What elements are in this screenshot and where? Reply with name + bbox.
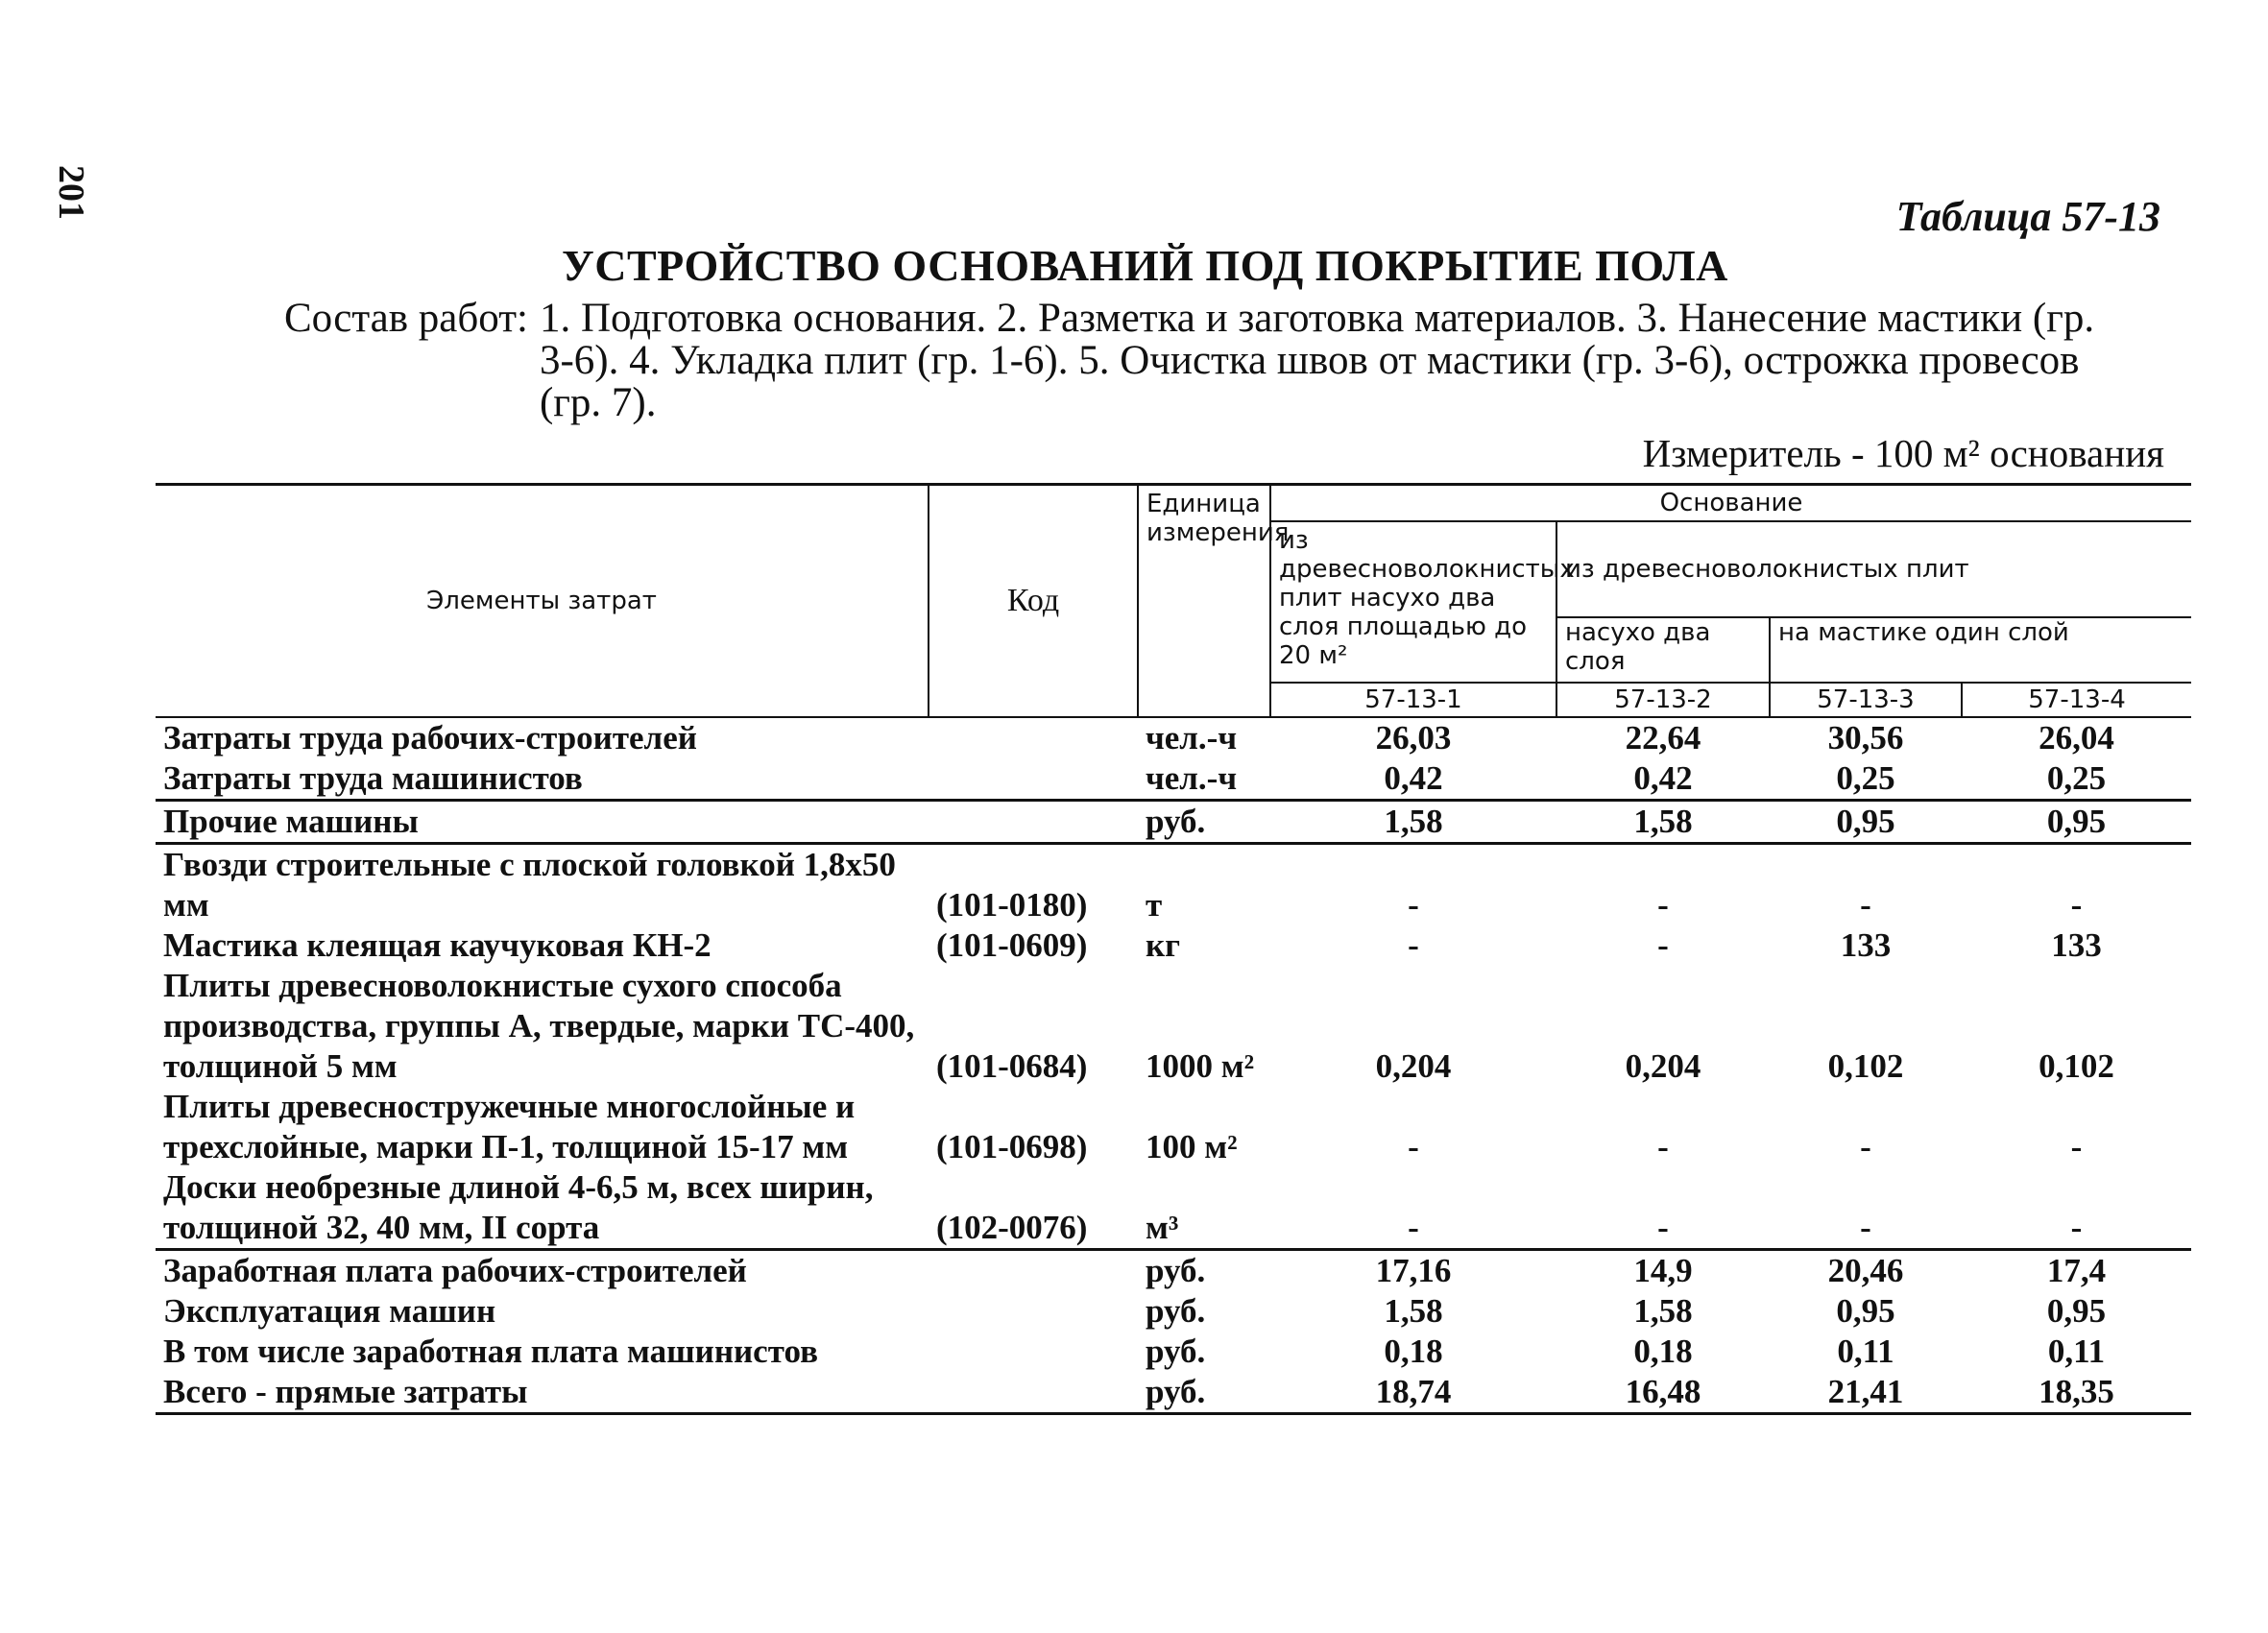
row-value: 0,102 [1827,1046,1904,1085]
table-row [156,1249,2191,1291]
row-value: 0,204 [1625,1046,1701,1085]
row-value: 0,25 [2046,758,2107,797]
row-value: 30,56 [1827,718,1904,756]
header-code-57-13-3: 57-13-3 [1770,683,1962,717]
table-row [156,925,2191,966]
row-value: 21,41 [1770,1372,1962,1414]
row-unit: руб. [1146,1291,1206,1330]
row-value: 1,58 [1556,800,1770,843]
row-name: Гвозди строительные с плоской головкой 1,8х50 мм [156,843,929,925]
row-name: Эксплуатация машин [163,1291,496,1330]
work-composition [284,298,2166,424]
row-code: (101-0180) [929,843,1138,925]
row-unit: кг [1146,925,1181,964]
table-row [156,758,2191,801]
row-value: - [1962,843,2191,925]
row-unit: руб. [1138,1372,1270,1414]
row-value: - [1657,1208,1669,1246]
row-value: 133 [1840,925,1892,964]
row-name: Плиты древесноволокнистые сухого способа производства, группы А, твердые, марки ТС-400, толщиной 5 мм [163,966,915,1085]
row-value: - [1556,843,1770,925]
row-name: Плиты древесностружечные многослойные и трехслойные, марки П-1, толщиной 15-17 мм [163,1087,856,1165]
row-value: - [1270,843,1556,925]
row-value: 26,03 [1375,718,1452,756]
row-value: - [1657,925,1669,964]
row-value: 0,42 [1633,758,1693,797]
row-value: 0,95 [1770,800,1962,843]
row-value: - [1408,925,1419,964]
table-row [156,1167,2191,1250]
row-value: 1,58 [1384,1291,1443,1330]
row-value: - [2070,1208,2083,1246]
work-composition-label: Состав работ: [284,296,528,341]
table-row [156,1332,2191,1372]
row-value: - [2070,1127,2083,1165]
row-value: 0,95 [2046,1291,2107,1330]
row-name: Всего - прямые затраты [156,1372,929,1414]
row-code [929,1249,1138,1291]
row-value: - [1770,843,1962,925]
row-value: 0,18 [1633,1332,1693,1370]
row-value: 26,04 [2039,718,2114,756]
row-value: 18,74 [1270,1372,1556,1414]
row-unit: 100 м² [1146,1127,1238,1165]
page-number: 201 [51,165,91,220]
row-name: Прочие машины [156,800,929,843]
row-unit: чел.-ч [1146,758,1238,797]
table-header [156,485,2191,717]
row-code [929,1372,1138,1414]
row-code [929,800,1138,843]
header-col1-desc: из древесноволокнистых плит насухо два слоя площадью до 20 м² [1270,521,1556,683]
header-code-57-13-1: 57-13-1 [1270,683,1556,717]
row-value: 1,58 [1270,800,1556,843]
row-value: - [1860,1208,1871,1246]
measure-unit: Измеритель - 100 м² основания [1642,431,2164,475]
header-code-57-13-4: 57-13-4 [1962,683,2191,717]
table-row [156,1372,2191,1414]
row-value: 0,102 [2039,1046,2114,1085]
header-code-57-13-2: 57-13-2 [1556,683,1770,717]
row-code: (102-0076) [936,1208,1088,1246]
header-mastic-one-layer: на мастике один слой [1770,617,2191,683]
table-row [156,843,2191,925]
row-code: (101-0698) [936,1127,1088,1165]
row-value: 0,11 [1837,1332,1894,1370]
row-code [929,1291,1138,1332]
row-value: 0,42 [1384,758,1443,797]
row-name: Доски необрезные длиной 4-6,5 м, всех ширин, толщиной 32, 40 мм, II сорта [163,1167,874,1246]
table-row [156,717,2191,758]
row-value: 20,46 [1770,1249,1962,1291]
header-fiber-plates: из древесноволокнистых плит [1556,521,2191,617]
row-value: 0,18 [1384,1332,1443,1370]
row-value: - [1657,1127,1669,1165]
header-elements: Элементы затрат [156,485,929,717]
row-value: - [1860,1127,1871,1165]
row-code: (101-0609) [936,925,1088,964]
header-code: Код [929,485,1138,717]
table-row [156,1087,2191,1167]
table-number: Таблица 57-13 [1895,193,2160,240]
row-value: 22,64 [1625,718,1701,756]
row-value: 14,9 [1556,1249,1770,1291]
header-base: Основание [1270,485,2191,521]
page-title: УСТРОЙСТВО ОСНОВАНИЙ ПОД ПОКРЫТИЕ ПОЛА [562,241,1728,290]
row-code [929,717,1138,758]
row-value: 0,204 [1375,1046,1452,1085]
table-row [156,800,2191,843]
row-unit: руб. [1138,1249,1270,1291]
row-value: 18,35 [1962,1372,2191,1414]
row-name: Заработная плата рабочих-строителей [156,1249,929,1291]
table-row [156,1291,2191,1332]
row-value: 0,25 [1836,758,1895,797]
row-unit: т [1138,843,1270,925]
row-value: 17,16 [1270,1249,1556,1291]
row-unit: руб. [1146,1332,1206,1370]
row-unit: 1000 м² [1146,1046,1255,1085]
row-value: 1,58 [1633,1291,1693,1330]
row-code: (101-0684) [936,1046,1088,1085]
row-value: 133 [2051,925,2102,964]
work-composition-text: 1. Подготовка основания. 2. Разметка и заготовка материалов. 3. Нанесение мастики (гр. 3-6). 4. Укладка плит (гр. 1-6). 5. Очистка швов от мастики (гр. 3-6), острожка провесов (гр. 7). [539,296,2095,425]
row-value: 0,95 [1962,800,2191,843]
row-name: Затраты труда рабочих-строителей [163,718,697,756]
header-dry-two-layers: насухо два слоя [1556,617,1770,683]
row-value: 0,11 [2047,1332,2106,1370]
row-value: 17,4 [1962,1249,2191,1291]
row-value: - [1408,1127,1419,1165]
row-code [929,758,1138,801]
row-unit: руб. [1138,800,1270,843]
row-value: - [1408,1208,1419,1246]
row-name: В том числе заработная плата машинистов [163,1332,818,1370]
cost-table [156,483,2191,1415]
row-name: Мастика клеящая каучуковая КН-2 [163,925,712,964]
row-unit: чел.-ч [1146,718,1238,756]
header-unit: Единица измерения [1138,485,1270,717]
table-row [156,966,2191,1087]
row-unit: м³ [1146,1208,1179,1246]
row-value: 16,48 [1556,1372,1770,1414]
row-name: Затраты труда машинистов [163,758,583,797]
row-value: 0,95 [1836,1291,1895,1330]
table-body [156,717,2191,1414]
